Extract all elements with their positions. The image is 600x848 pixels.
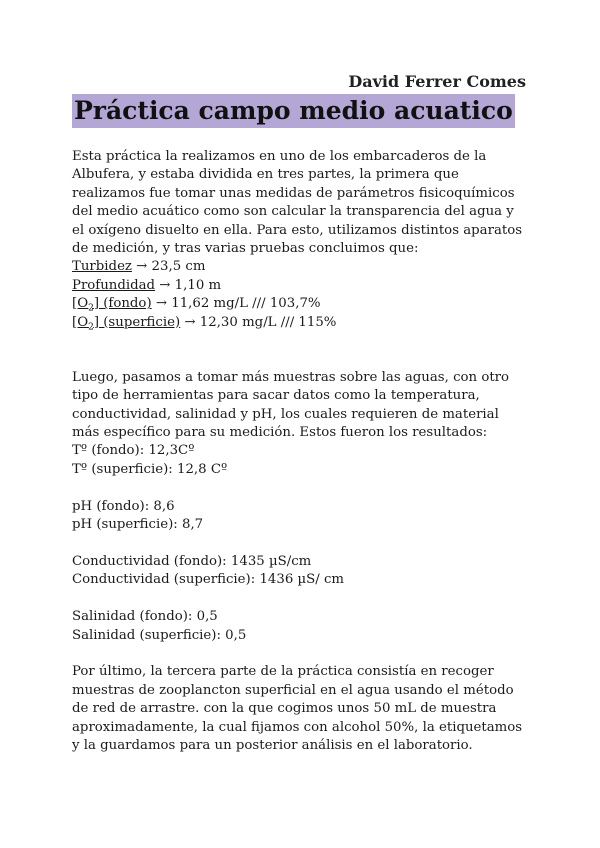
result-temp-fondo: Tº (fondo): 12,3Cº — [72, 443, 195, 459]
conclusion-paragraph: Por último, la tercera parte de la práctica consistía en recoger muestras de zooplancton superficial en el agua usando el método de red de arrastre. con la que cogimos unos 50 mL de muestra aproximadamente, la cual fijamos con alcohol 50%, la etiquetamos y la guardamos para un posterior análisis en el laboratorio. — [72, 664, 523, 753]
measure-profundidad — [72, 277, 530, 295]
result-ph-superficie: pH (superficie): 8,7 — [72, 517, 204, 533]
measure-value: → 1,10 m — [155, 277, 222, 293]
measure-oxygen-fondo — [72, 295, 530, 313]
measure-label: $[O_2]$ (superficie) — [72, 314, 181, 333]
author-name: David Ferrer Comes — [348, 72, 526, 91]
second-paragraph: Luego, pasamos a tomar más muestras sobre las aguas, con otro tipo de herramientas para sacar datos como la temperatura, conductividad, salinidad y pH, los cuales requieren de material más específico para su medición. Estos fueron los resultados: — [72, 369, 510, 441]
result-cond-superficie: Conductividad (superficie): 1436 µS/ cm — [72, 572, 345, 588]
result-sal-superficie: Salinidad (superficie): 0,5 — [72, 627, 247, 643]
intro-paragraph: Esta práctica la realizamos en uno de los embarcaderos de la Albufera, y estaba dividida en tres partes, la primera que realizamos fue tomar unas medidas de parámetros fisicoquímicos del medio acuático como son calcular la transparencia del agua y el oxígeno disuelto en ella. Para esto, utilizamos distintos aparatos de medición, y tras varias pruebas concluimos que: — [72, 149, 523, 257]
result-sal-fondo: Salinidad (fondo): 0,5 — [72, 609, 218, 625]
document-body — [72, 148, 530, 755]
measure-label: Profundidad — [72, 277, 156, 293]
page-title: Práctica campo medio acuatico — [72, 94, 515, 128]
measure-label: Turbidez — [72, 259, 132, 275]
measure-turbidez — [72, 258, 530, 276]
result-cond-fondo: Conductividad (fondo): 1435 µS/cm — [72, 553, 312, 569]
measure-value: → 23,5 cm — [131, 259, 206, 275]
measure-oxygen-superficie — [72, 314, 530, 332]
result-temp-superficie: Tº (superficie): 12,8 Cº — [72, 461, 228, 477]
result-ph-fondo: pH (fondo): 8,6 — [72, 498, 175, 514]
measure-value: → 11,62 mg/L /// 103,7% — [151, 296, 321, 312]
measure-value: → 12,30 mg/L /// 115% — [180, 314, 337, 330]
measure-label: $[O_2]$ (fondo) — [72, 296, 152, 314]
